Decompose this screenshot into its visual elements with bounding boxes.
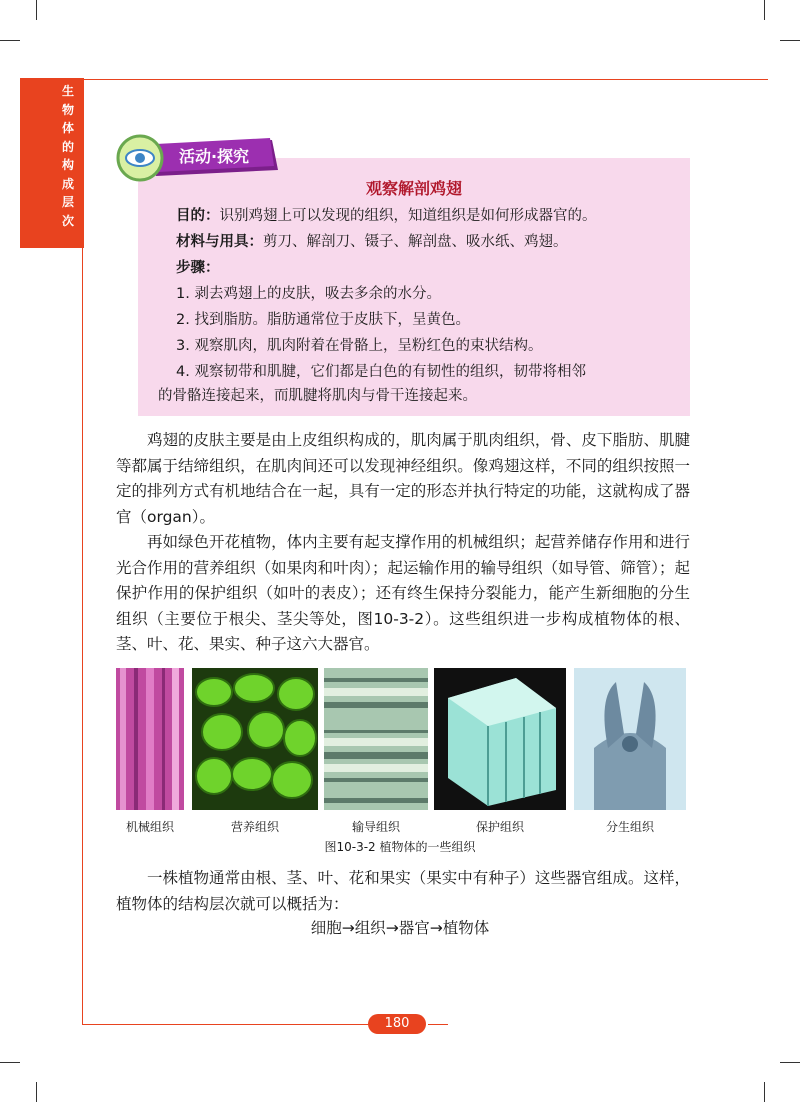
- page-number: 180: [368, 1014, 426, 1034]
- paragraph-3: 一株植物通常由根、茎、叶、花和果实（果实中有种子）这些器官组成。这样，植物体的结构层次就可以概括为：: [116, 869, 690, 913]
- structure-formula: 细胞→组织→器官→植物体: [310, 919, 490, 937]
- mechanical-tissue-image: [116, 668, 184, 810]
- steps-label: [176, 256, 220, 280]
- crop-mark: [764, 0, 765, 20]
- caption-mechanical: 机械组织: [125, 820, 174, 834]
- caption-meristem: 分生组织: [605, 820, 654, 834]
- steps-label-text: 步骤：: [176, 260, 220, 276]
- step-4-line-2: 的骨骼连接起来，而肌腱将肌肉与骨干连接起来。: [158, 388, 477, 404]
- top-rule: [84, 79, 768, 80]
- step-4-line-1: 4. 观察韧带和肌腱，它们都是白色的有韧性的组织，韧带将相邻: [176, 364, 586, 380]
- purpose-line: [176, 204, 597, 228]
- side-char: 层: [61, 195, 74, 209]
- materials-label: 材料与用具：: [176, 234, 263, 250]
- step-2: 2. 找到脂肪。脂肪通常位于皮肤下，呈黄色。: [176, 312, 470, 328]
- side-char: 成: [61, 176, 74, 191]
- materials-text: 剪刀、解剖刀、镊子、解剖盘、吸水纸、鸡翅。: [263, 234, 568, 250]
- crop-mark: [0, 40, 20, 41]
- activity-box: [138, 158, 690, 416]
- side-char: 物: [61, 102, 74, 117]
- side-char: 构: [61, 158, 74, 172]
- side-char: 生: [61, 84, 74, 98]
- figure-title: 图10-3-2 植物体的一些组织: [324, 840, 476, 854]
- crop-mark: [36, 1082, 37, 1102]
- activity-badge-label: 活动·探究: [178, 147, 250, 166]
- step-1: 1. 剥去鸡翅上的皮肤，吸去多余的水分。: [176, 286, 441, 302]
- purpose-label: 目的：: [176, 208, 220, 224]
- conducting-tissue-image: [324, 668, 428, 810]
- protective-tissue-image: [434, 668, 566, 810]
- chapter-side-text: [58, 82, 78, 230]
- side-char: 次: [61, 213, 74, 228]
- materials-line: [176, 230, 568, 254]
- activity-title: 观察解剖鸡翅: [365, 179, 462, 198]
- nutritive-tissue-image: [192, 668, 318, 810]
- caption-conducting: 输导组织: [351, 820, 400, 834]
- bottom-rule: [82, 1024, 372, 1025]
- side-char: 的: [61, 139, 74, 154]
- crop-mark: [780, 1062, 800, 1063]
- activity-badge: [112, 132, 282, 184]
- crop-mark: [0, 1062, 20, 1063]
- crop-mark: [764, 1082, 765, 1102]
- caption-nutritive: 营养组织: [230, 820, 279, 834]
- left-rule: [82, 248, 83, 1024]
- step-3: 3. 观察肌肉，肌肉附着在骨骼上，呈粉红色的束状结构。: [176, 338, 543, 354]
- bottom-rule: [428, 1024, 448, 1025]
- paragraph-1: 鸡翅的皮肤主要是由上皮组织构成的，肌肉属于肌肉组织，骨、皮下脂肪、肌腱等都属于结缔组织，在肌肉间还可以发现神经组织。像鸡翅这样，不同的组织按照一定的排列方式有机地结合在一起，具有一定的形态并执行特定的功能，这就构成了器官（organ）。: [116, 431, 690, 526]
- crop-mark: [36, 0, 37, 20]
- side-char: 体: [61, 121, 74, 135]
- purpose-text: 识别鸡翅上可以发现的组织，知道组织是如何形成器官的。: [219, 208, 597, 224]
- caption-protective: 保护组织: [475, 820, 524, 834]
- meristem-tissue-image: [574, 668, 686, 810]
- crop-mark: [780, 40, 800, 41]
- paragraph-2: 再如绿色开花植物，体内主要有起支撑作用的机械组织；起营养储存作用和进行光合作用的营养组织（如果肉和叶肉）；起运输作用的输导组织（如导管、筛管）；起保护作用的保护组织（如叶的表皮）；还有终生保持分裂能力，能产生新细胞的分生组织（主要位于根尖、茎尖等处，图10-3-2）。这些组织进一步构成植物体的根、茎、叶、花、果实、种子这六大器官。: [116, 533, 690, 653]
